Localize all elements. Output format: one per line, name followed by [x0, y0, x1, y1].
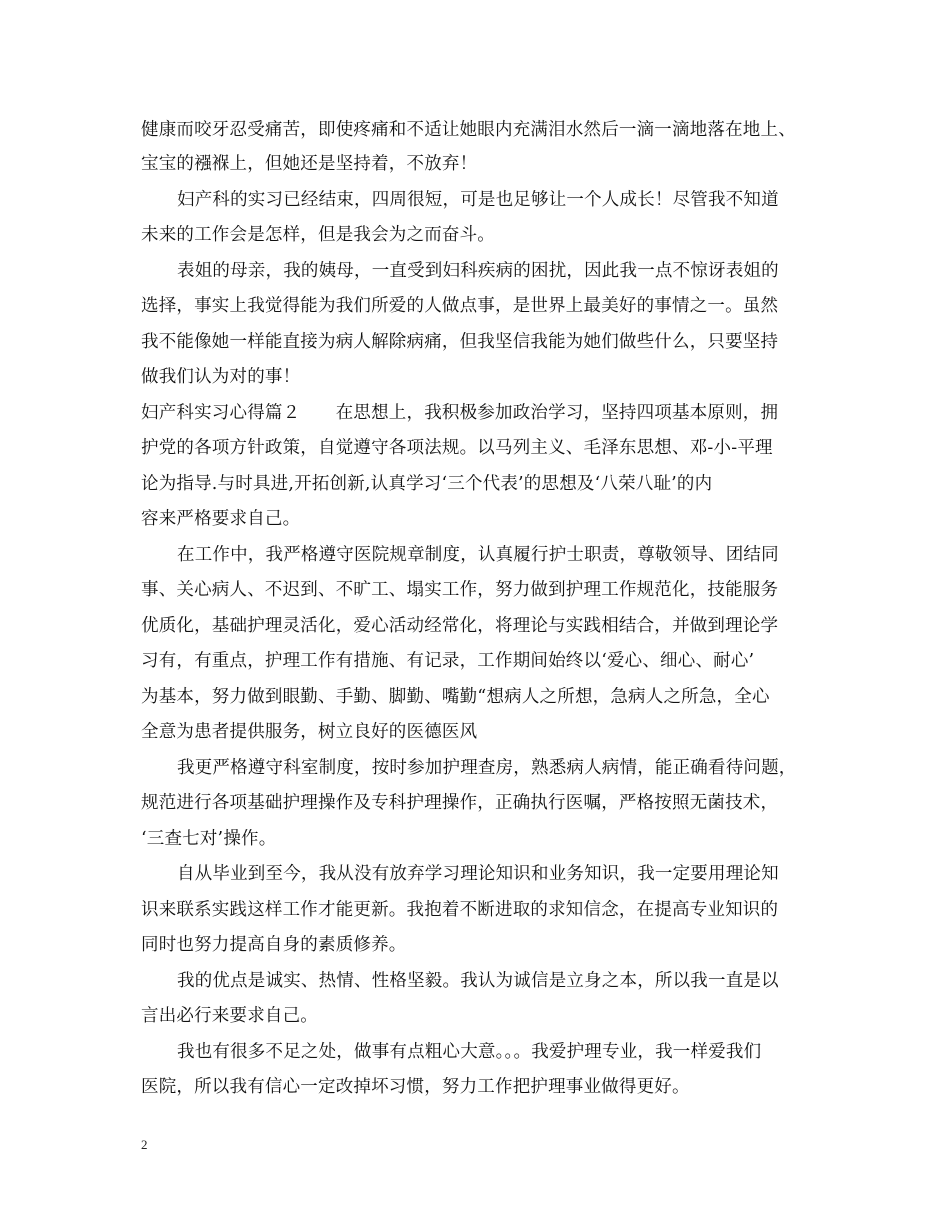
text-line: 在工作中，我严格遵守医院规章制度，认真履行护士职责，尊敬领导、团结同: [177, 545, 779, 565]
text-line: 优质化，基础护理灵活化，爱心活动经常化，将理论与实践相结合，并做到理论学: [141, 616, 779, 636]
text-line: 事、关心病人、不迟到、不旷工、塌实工作，努力做到护理工作规范化，技能服务: [141, 580, 779, 600]
text-line: 宝宝的襁褓上，但她还是坚持着，不放弃！: [141, 154, 478, 174]
text-line: 论为指导.与时具进,开拓创新,认真学习‘三个代表’的思想及‘八荣八耻’的内: [141, 474, 713, 494]
text-line: 言出必行来要求自己。: [141, 1006, 318, 1026]
text-line: 我也有很多不足之处，做事有点粗心大意。。。我爱护理专业，我一样爱我们: [177, 1042, 762, 1062]
text-line: 全意为患者提供服务，树立良好的医德医风: [141, 722, 478, 742]
text-line: 同时也努力提高自身的素质修养。: [141, 935, 407, 955]
text-line: 识来联系实践这样工作才能更新。我抱着不断进取的求知信念，在提高专业知识的: [141, 900, 779, 920]
text-line: 习有，有重点，护理工作有措施、有记录，工作期间始终以‘爱心、细心、耐心’: [141, 651, 755, 671]
text-line: 未来的工作会是怎样，但是我会为之而奋斗。: [141, 225, 495, 245]
text-line: 自从毕业到至今，我从没有放弃学习理论知识和业务知识，我一定要用理论知: [177, 864, 779, 884]
text-line: 我不能像她一样能直接为病人解除病痛，但我坚信我能为她们做些什么，只要坚持: [141, 332, 779, 352]
text-line: 容来严格要求自己。: [141, 509, 301, 529]
text-line: 护党的各项方针政策，自觉遵守各项法规。以马列主义、毛泽东思想、邓-小-平理: [141, 438, 773, 458]
text-line: 为基本，努力做到眼勤、手勤、脚勤、嘴勤“想病人之所想，急病人之所急，全心: [141, 687, 770, 707]
text-line: 医院，所以我有信心一定改掉坏习惯，努力工作把护理事业做得更好。: [141, 1077, 690, 1097]
text-line: 我的优点是诚实、热情、性格坚毅。我认为诚信是立身之本，所以我一直是以: [177, 971, 779, 991]
text-line: 妇产科的实习已经结束，四周很短，可是也足够让一个人成长！尽管我不知道: [177, 190, 779, 210]
section-heading-line: 妇产科实习心得篇２ 在思想上，我积极参加政治学习，坚持四项基本原则，拥: [141, 403, 779, 423]
text-line: 健康而咬牙忍受痛苦，即使疼痛和不适让她眼内充满泪水然后一滴一滴地落在地上、: [141, 120, 796, 140]
text-line: ‘三查七对’操作。: [141, 829, 277, 849]
text-line: 做我们认为对的事！: [141, 367, 301, 387]
page-number: 2: [141, 1137, 148, 1152]
text-line: 选择，事实上我觉得能为我们所爱的人做点事，是世界上最美好的事情之一。虽然: [141, 296, 779, 316]
text-line: 表姐的母亲，我的姨母，一直受到妇科疾病的困扰，因此我一点不惊讶表姐的: [177, 261, 779, 281]
text-line: 规范进行各项基础护理操作及专科护理操作，正确执行医嘱，严格按照无菌技术，: [141, 793, 779, 813]
text-line: 我更严格遵守科室制度，按时参加护理查房，熟悉病人病情，能正确看待问题，: [177, 758, 797, 778]
